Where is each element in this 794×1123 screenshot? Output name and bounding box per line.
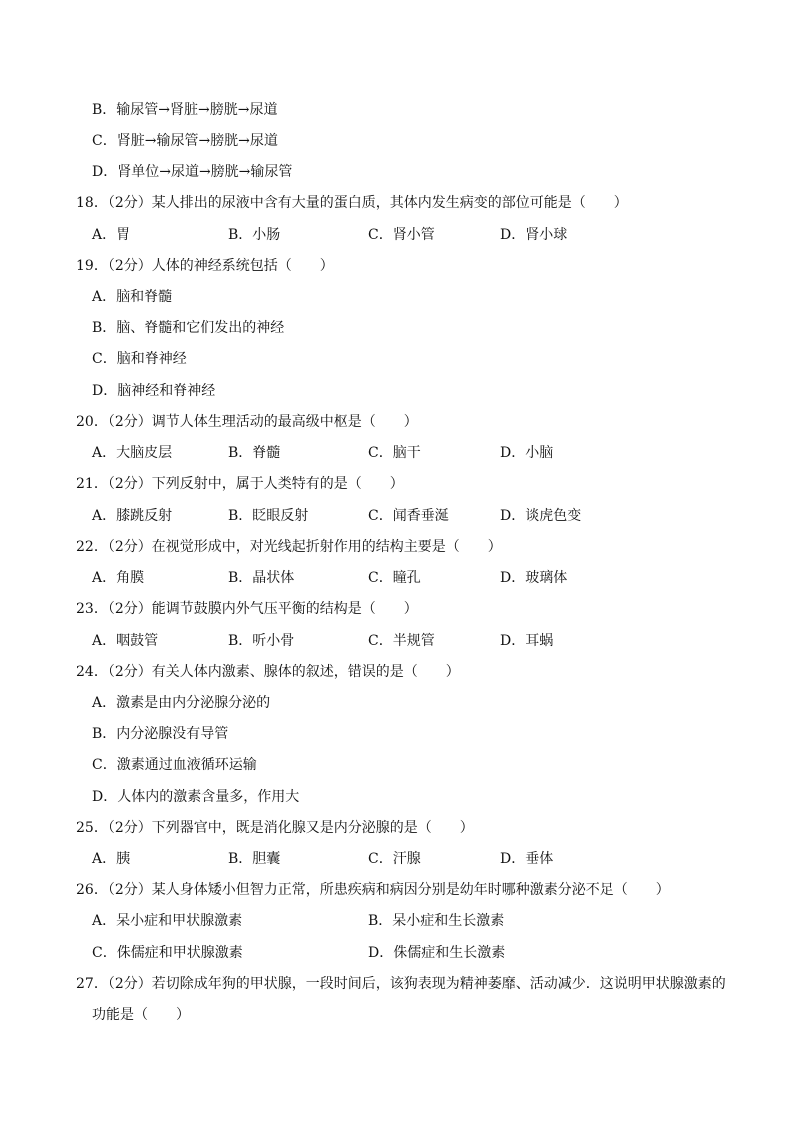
question-18-options [0,224,794,246]
question-20-options [0,442,794,464]
option-18-c: C．肾小管 [368,227,435,243]
option-20-d: D．小脑 [500,445,554,461]
question-27-stem: 27．（2分）若切除成年狗的甲状腺，一段时间后，该狗表现为精神萎靡、活动减少．这说明甲状腺激素的 [76,976,726,992]
option-18-d: D．肾小球 [500,227,568,243]
question-21-stem: 21．（2分）下列反射中，属于人类特有的是（ ） [76,476,404,492]
option-26-b: B．呆小症和生长激素 [368,913,505,929]
question-24-stem: 24．（2分）有关人体内激素、腺体的叙述，错误的是（ ） [76,664,460,680]
option-25-a: A．胰 [92,851,131,867]
option-21-d: D．谈虎色变 [500,508,582,524]
question-21-options [0,505,794,527]
question-23-stem: 23．（2分）能调节鼓膜内外气压平衡的结构是（ ） [76,601,418,617]
option-21-c: C．闻香垂涎 [368,508,449,524]
option-19-b: B．脑、脊髓和它们发出的神经 [92,320,285,336]
option-23-d: D．耳蜗 [500,633,554,649]
option-23-c: C．半规管 [368,633,435,649]
question-22-options [0,567,794,589]
question-25-stem: 25．（2分）下列器官中，既是消化腺又是内分泌腺的是（ ） [76,820,474,836]
option-24-d: D．人体内的激素含量多，作用大 [92,789,300,805]
option-22-c: C．瞳孔 [368,570,421,586]
question-25-options [0,848,794,870]
option-24-a: A．激素是由内分泌腺分泌的 [92,695,271,711]
option-23-b: B．听小骨 [228,633,295,649]
question-19-stem: 19．（2分）人体的神经系统包括（ ） [76,258,334,274]
option-20-b: B．脊髓 [228,445,281,461]
option-23-a: A．咽鼓管 [92,633,159,649]
question-18-stem: 18．（2分）某人排出的尿液中含有大量的蛋白质，其体内发生病变的部位可能是（ ） [76,195,628,211]
option-19-a: A．脑和脊髓 [92,289,173,305]
question-26-options-row2 [0,942,794,964]
question-27-stem-continuation: 功能是（ ） [92,1007,190,1023]
option-17-d: D．肾单位→尿道→膀胱→输尿管 [92,164,293,180]
option-25-b: B．胆囊 [228,851,281,867]
option-22-b: B．晶状体 [228,570,295,586]
option-25-d: D．垂体 [500,851,554,867]
option-21-a: A．膝跳反射 [92,508,173,524]
question-22-stem: 22．（2分）在视觉形成中，对光线起折射作用的结构主要是（ ） [76,539,502,555]
option-20-a: A．大脑皮层 [92,445,173,461]
option-17-b: B．输尿管→肾脏→膀胱→尿道 [92,102,278,118]
option-24-b: B．内分泌腺没有导管 [92,726,229,742]
option-26-c: C．侏儒症和甲状腺激素 [92,945,243,961]
question-26-stem: 26．（2分）某人身体矮小但智力正常，所患疾病和病因分别是幼年时哪种激素分泌不足（ ） [76,882,670,898]
option-18-b: B．小肠 [228,227,281,243]
option-24-c: C．激素通过血液循环运输 [92,757,257,773]
option-26-d: D．侏儒症和生长激素 [368,945,506,961]
question-20-stem: 20．（2分）调节人体生理活动的最高级中枢是（ ） [76,414,418,430]
option-18-a: A．胃 [92,227,131,243]
option-21-b: B．眨眼反射 [228,508,309,524]
option-19-c: C．脑和脊神经 [92,351,187,367]
option-25-c: C．汗腺 [368,851,421,867]
option-19-d: D．脑神经和脊神经 [92,383,216,399]
option-20-c: C．脑干 [368,445,421,461]
option-26-a: A．呆小症和甲状腺激素 [92,913,243,929]
question-26-options-row1 [0,910,794,932]
option-22-d: D．玻璃体 [500,570,568,586]
question-23-options [0,630,794,652]
option-22-a: A．角膜 [92,570,145,586]
option-17-c: C．肾脏→输尿管→膀胱→尿道 [92,133,278,149]
